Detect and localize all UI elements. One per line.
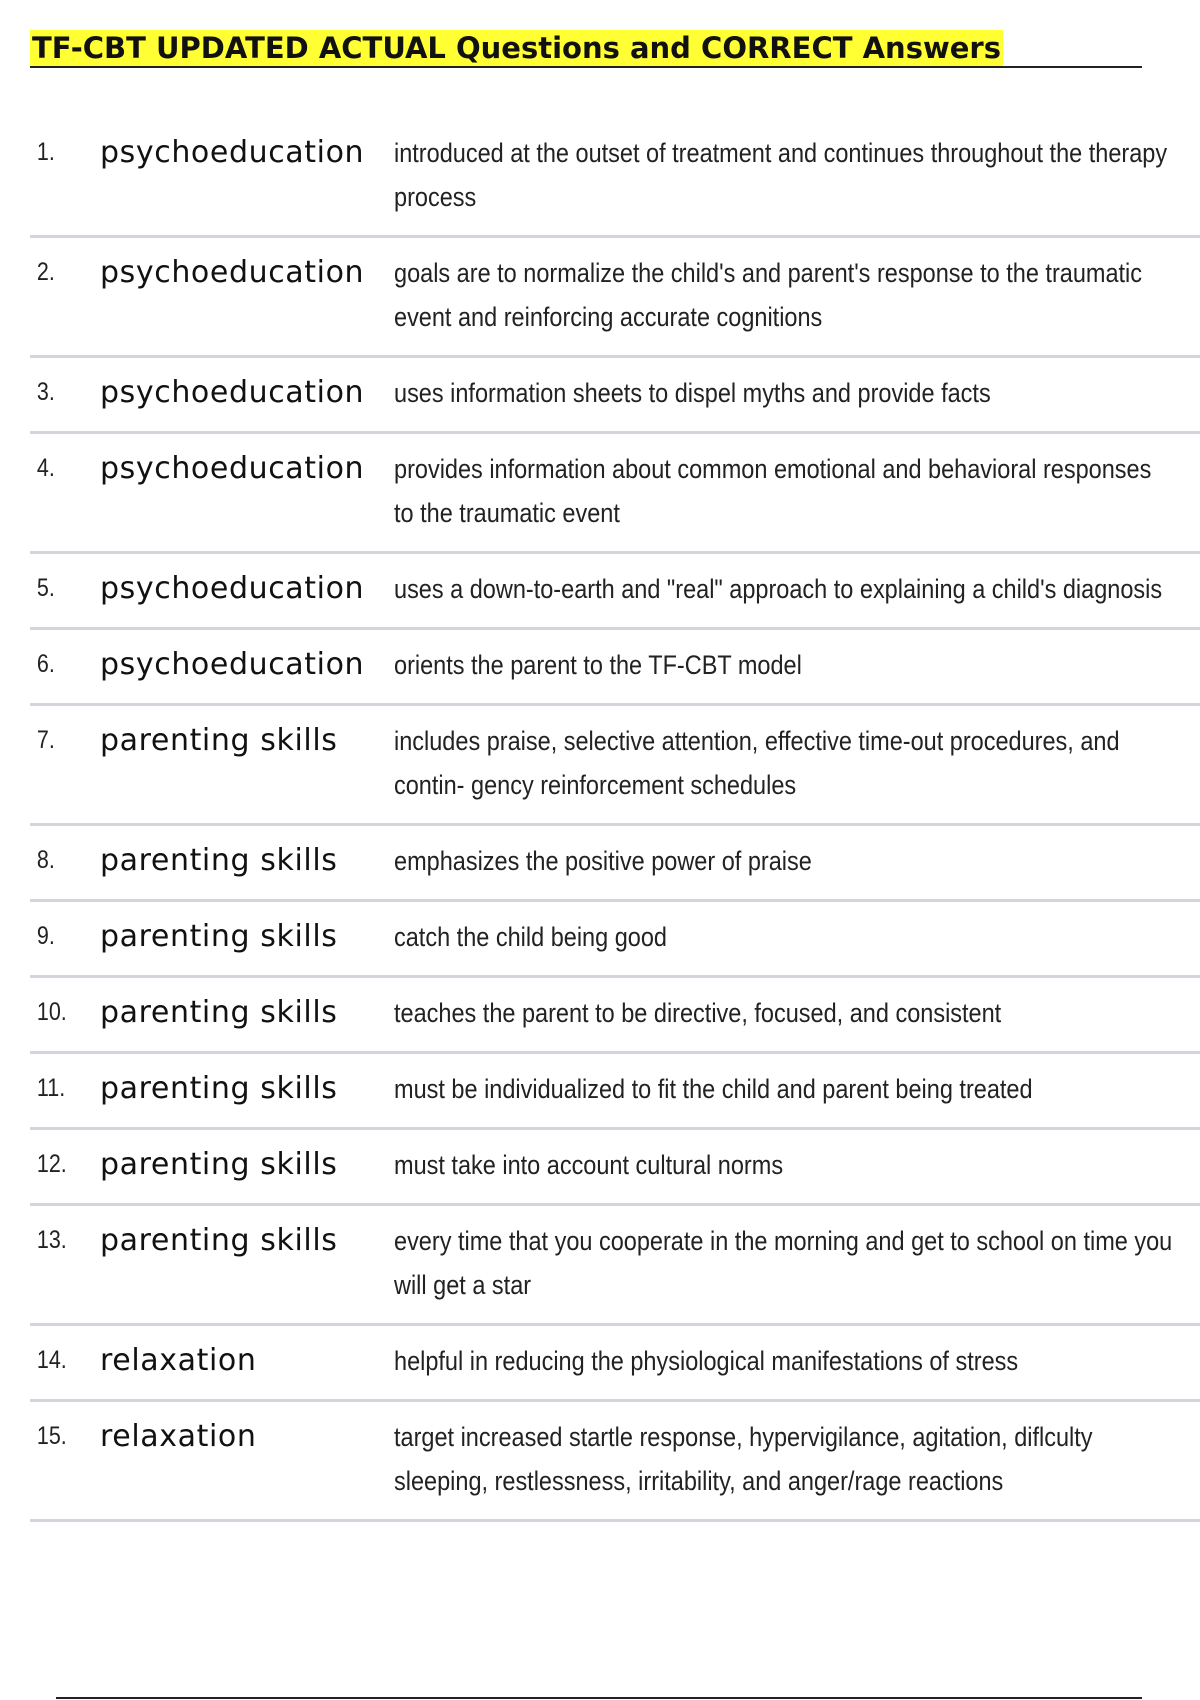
card-definition: teaches the parent to be directive, focused, and consistent [394, 998, 1002, 1028]
card-number: 10. [36, 998, 67, 1026]
card-definition: uses a down-to-earth and "real" approach to explaining a child's diagnosis [394, 574, 1163, 604]
document-title: TF-CBT UPDATED ACTUAL Questions and CORRECT Answers [32, 31, 1001, 65]
card-definition: emphasizes the positive power of praise [394, 846, 812, 876]
flashcard-row [30, 1130, 1200, 1206]
card-number: 7. [36, 726, 55, 754]
flashcard-row [30, 1402, 1200, 1522]
flashcard-row [30, 114, 1200, 238]
card-definition: helpful in reducing the physiological manifestations of stress [394, 1346, 1019, 1376]
card-number: 3. [36, 378, 55, 406]
card-number: 9. [36, 922, 55, 950]
card-term: psychoeducation [100, 451, 365, 486]
card-term: psychoeducation [100, 571, 365, 606]
card-term: psychoeducation [100, 375, 365, 410]
footer-divider [56, 1697, 1142, 1699]
card-definition: every time that you cooperate in the morning and get to school on time you will get a star [394, 1226, 1173, 1300]
card-definition: must be individualized to fit the child and parent being treated [394, 1074, 1033, 1104]
card-number: 11. [36, 1074, 66, 1102]
flashcard-row [30, 434, 1200, 554]
title-row [30, 30, 1142, 68]
flashcard-row [30, 902, 1200, 978]
card-definition: goals are to normalize the child's and parent's response to the traumatic event and reinforcing accurate cognitions [394, 258, 1143, 332]
flashcard-row [30, 554, 1200, 630]
card-definition: includes praise, selective attention, effective time-out procedures, and contin- gency reinforcement schedules [394, 726, 1120, 800]
flashcard-row [30, 826, 1200, 902]
flashcard-row [30, 1054, 1200, 1130]
card-number: 15. [36, 1422, 67, 1450]
card-term: parenting skills [100, 1223, 338, 1258]
flashcard-row [30, 358, 1200, 434]
card-term: parenting skills [100, 843, 338, 878]
card-term: psychoeducation [100, 135, 365, 170]
flashcard-row [30, 238, 1200, 358]
card-term: parenting skills [100, 1147, 338, 1182]
card-term: parenting skills [100, 1071, 338, 1106]
card-number: 5. [36, 574, 55, 602]
card-term: parenting skills [100, 995, 338, 1030]
card-definition: orients the parent to the TF-CBT model [394, 650, 802, 680]
card-definition: catch the child being good [394, 922, 667, 952]
flashcard-row [30, 630, 1200, 706]
card-number: 8. [36, 846, 55, 874]
flashcard-row [30, 706, 1200, 826]
card-term: relaxation [100, 1419, 257, 1454]
flashcard-list [30, 114, 1200, 1522]
card-term: psychoeducation [100, 647, 365, 682]
flashcard-row [30, 1206, 1200, 1326]
card-number: 14. [36, 1346, 67, 1374]
card-number: 6. [36, 650, 55, 678]
card-definition: target increased startle response, hypervigilance, agitation, diflculty sleeping, restlessness, irritability, and anger/rage reactions [394, 1422, 1093, 1496]
card-term: parenting skills [100, 723, 338, 758]
card-number: 13. [36, 1226, 67, 1254]
card-definition: uses information sheets to dispel myths and provide facts [394, 378, 991, 408]
flashcard-row [30, 978, 1200, 1054]
card-term: parenting skills [100, 919, 338, 954]
card-term: psychoeducation [100, 255, 365, 290]
card-number: 12. [36, 1150, 67, 1178]
card-definition: provides information about common emotional and behavioral responses to the traumatic event [394, 454, 1152, 528]
flashcard-row [30, 1326, 1200, 1402]
card-number: 2. [36, 258, 55, 286]
card-definition: introduced at the outset of treatment and continues throughout the therapy process [394, 138, 1168, 212]
card-number: 4. [36, 454, 55, 482]
card-term: relaxation [100, 1343, 257, 1378]
card-number: 1. [36, 138, 55, 166]
card-definition: must take into account cultural norms [394, 1150, 784, 1180]
